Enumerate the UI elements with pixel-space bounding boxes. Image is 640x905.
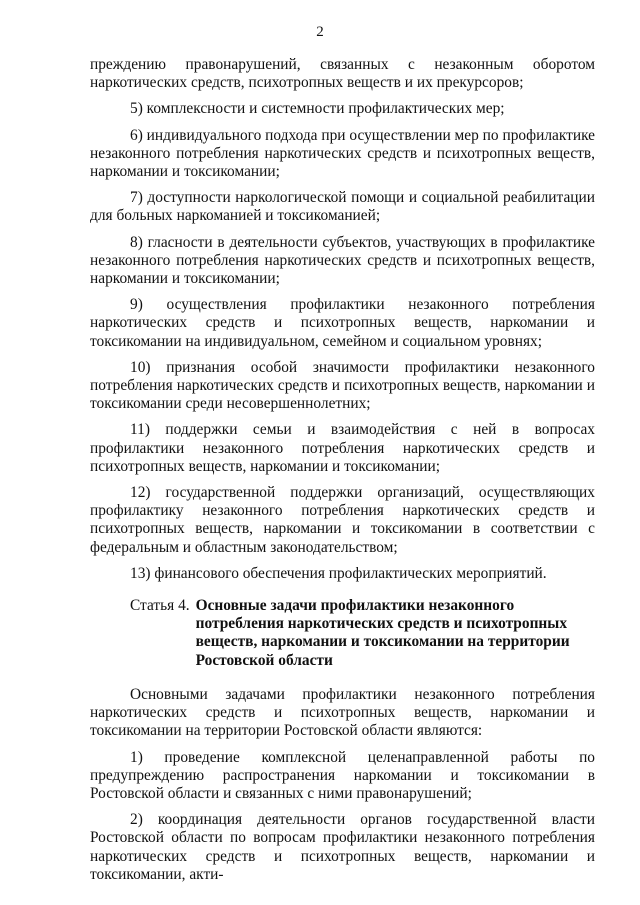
paragraph: 8) гласности в деятельности субъектов, участвующих в профилактике незаконного потребления наркотических средств и психотропных веществ, наркомании и токсикомании;: [90, 233, 595, 288]
paragraph: 5) комплексности и системности профилактических мер;: [130, 100, 505, 118]
paragraphs-after: [90, 686, 595, 884]
paragraph: 12) государственной поддержки организаций, осуществляющих профилактику незаконного потребления наркотических средств и психотропных веществ, наркомании и токсикомании в соответствии с федеральным и областным законодательством;: [90, 484, 595, 556]
paragraph: 9) осуществления профилактики незаконного потребления наркотических средств и психотропных веществ, наркомании и токсикомании на индивидуальном, семейном и социальном уровнях;: [90, 296, 595, 350]
paragraphs-before: [90, 56, 595, 583]
paragraph: Основными задачами профилактики незаконного потребления наркотических средств и психотропных веществ, наркомании и токсикомании на территории Ростовской области являются:: [90, 685, 595, 740]
paragraph: 1) проведение комплексной целенаправленной работы по предупреждению распространения наркомании и токсикомании в Ростовской области и связанных с ними правонарушений;: [90, 748, 595, 802]
article-label: Статья 4.: [130, 597, 190, 615]
paragraph: 7) доступности наркологической помощи и социальной реабилитации для больных наркоманией и токсикоманией;: [90, 189, 595, 225]
paragraph: 10) признания особой значимости профилактики незаконного потребления наркотических средств и психотропных веществ, наркомании и токсикомании среди несовершеннолетних;: [90, 358, 595, 413]
paragraph: 2) координация деятельности органов государственной власти Ростовской области по вопросам профилактики незаконного потребления наркотических средств и психотропных веществ, наркомании и токсикомании, акти-: [90, 811, 595, 883]
article-heading: [130, 597, 595, 670]
document-body: [90, 56, 595, 892]
page-number: 2: [316, 24, 324, 40]
paragraph: 11) поддержки семьи и взаимодействия с ней в вопросах профилактики незаконного потребления наркотических средств и психотропных веществ, наркомании и токсикомании;: [90, 421, 595, 475]
article-title: Основные задачи профилактики незаконного потребления наркотических средств и психотропных веществ, наркомании и токсикомании на территории Ростовской области: [195, 597, 570, 669]
paragraph: 6) индивидуального подхода при осуществлении мер по профилактике незаконного потребления наркотических средств и психотропных веществ, наркомании и токсикомании;: [90, 126, 595, 181]
paragraph: 13) финансового обеспечения профилактических мероприятий.: [130, 564, 547, 582]
paragraph: преждению правонарушений, связанных с незаконным оборотом наркотических средств, психотропных веществ и их прекурсоров;: [90, 56, 595, 92]
